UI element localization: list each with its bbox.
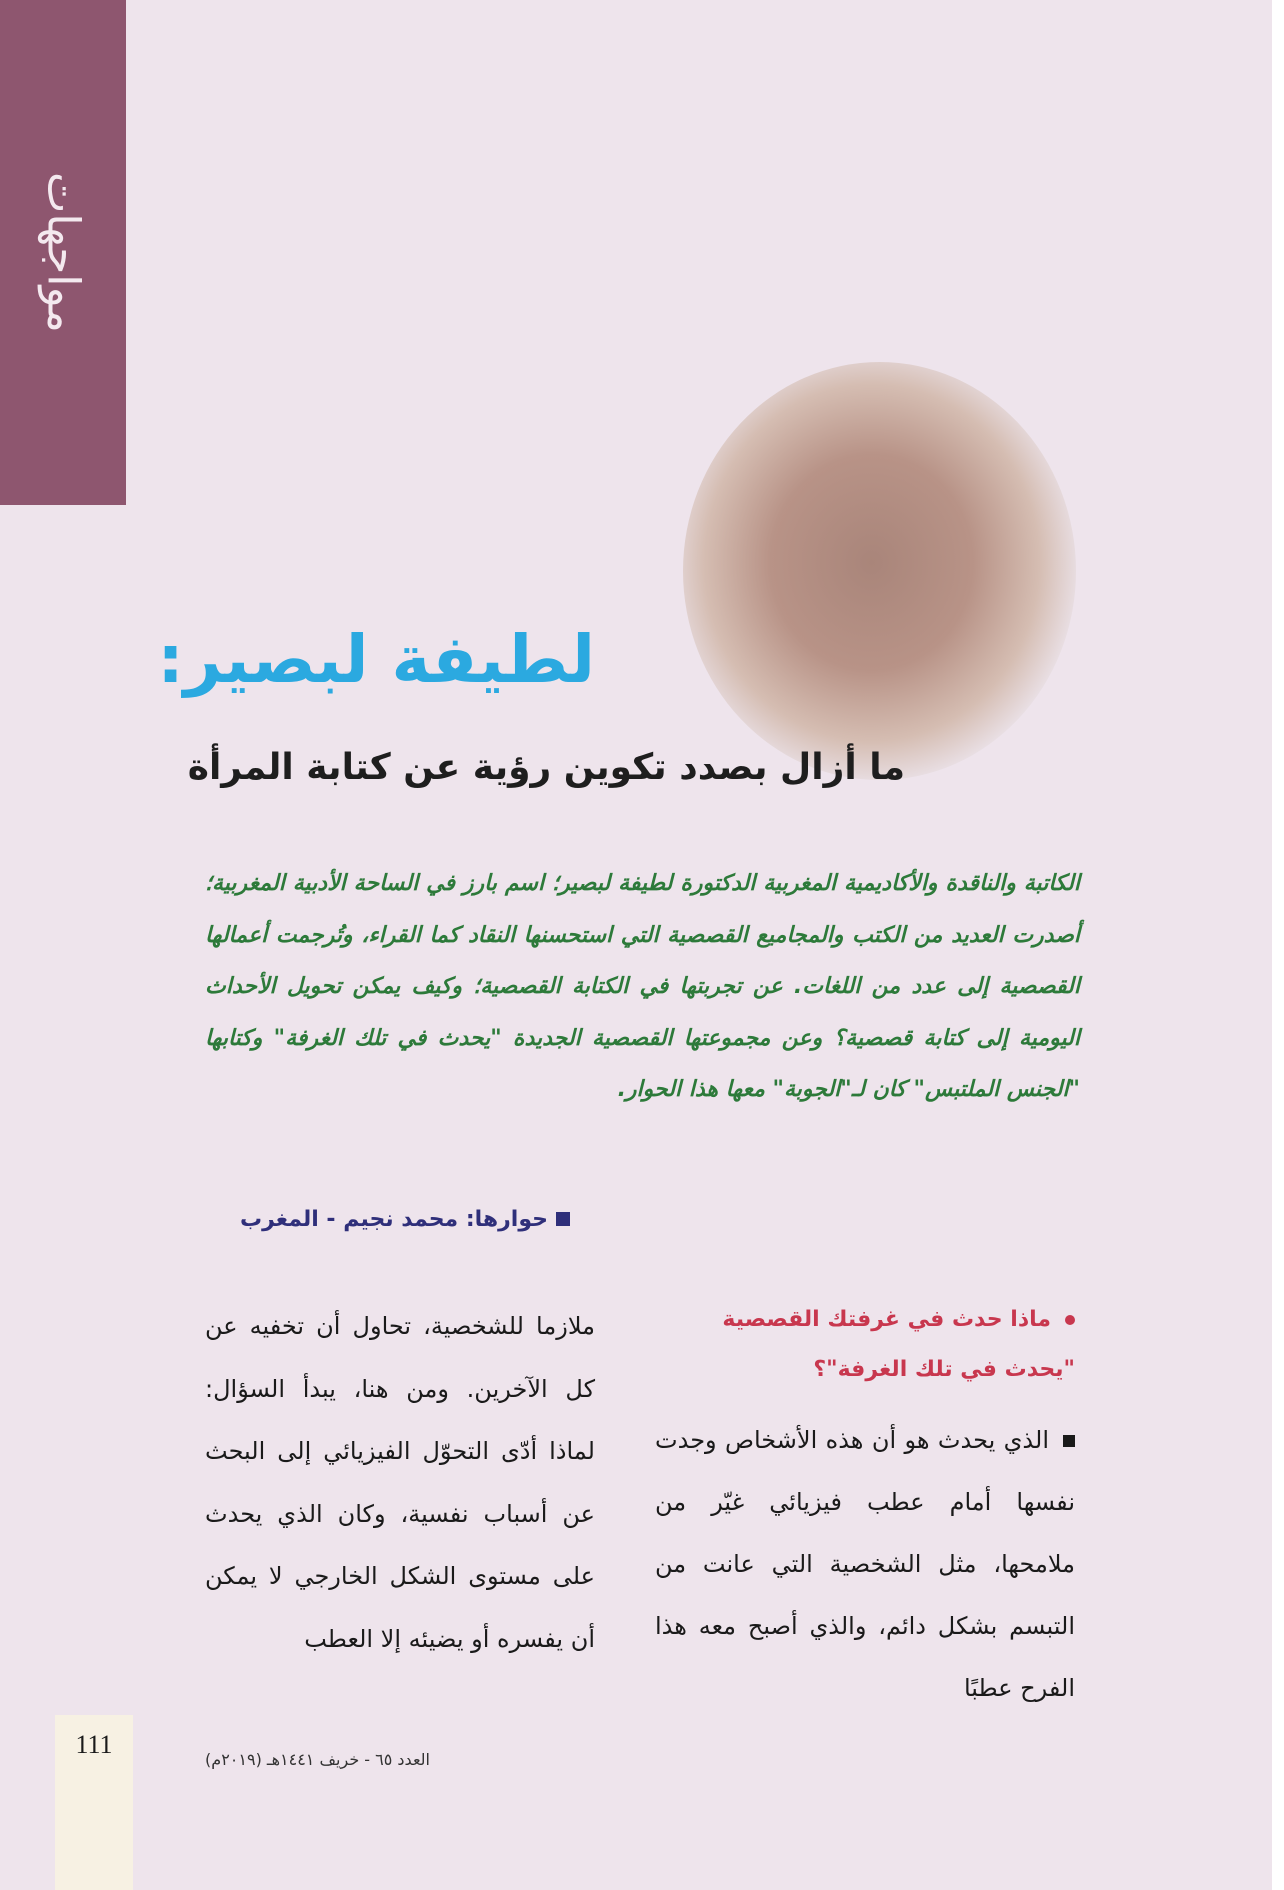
- interview-answer: [655, 1409, 1075, 1719]
- author-portrait: [683, 362, 1076, 780]
- page-edge: [1272, 0, 1284, 1890]
- page-number: 111: [75, 1730, 113, 1759]
- square-bullet-icon: [556, 1212, 570, 1226]
- byline-text: حوارها: محمد نجيم - المغرب: [240, 1207, 548, 1232]
- section-label: مواجهات: [37, 172, 89, 333]
- byline: [205, 1200, 570, 1240]
- intro-paragraph: الكاتبة والناقدة والأكاديمية المغربية الدكتورة لطيفة لبصير؛ اسم بارز في الساحة الأدبية المغربية؛ أصدرت العديد من الكتب والمجاميع القصصية التي استحسنها النقاد كما القراء، وتُرجمت أعمالها القصصية إلى عدد من اللغات. عن تجربتها في الكتابة القصصية؛ وكيف يمكن تحويل الأحداث اليومية إلى كتابة قصصية؟ وعن مجموعتها القصصية الجديدة "يحدث في تلك الغرفة" وكتابها "الجنس الملتبس" كان لـ"الجوبة" معها هذا الحوار.: [205, 871, 1080, 1102]
- answer-text-right: الذي يحدث هو أن هذه الأشخاص وجدت نفسها أمام عطب فيزيائي غيّر من ملامحها، مثل الشخصية التي عانت من التبسم بشكل دائم، والذي أصبح معه هذا الفرح عطبًا: [655, 1426, 1075, 1702]
- article-title: لطيفة لبصير:: [157, 621, 595, 698]
- square-bullet-icon: [1063, 1435, 1075, 1447]
- question-text: ماذا حدث في غرفتك القصصية "يحدث في تلك الغرفة"؟: [722, 1307, 1075, 1382]
- bullet-dot-icon: [1065, 1315, 1075, 1325]
- section-tab: [0, 0, 126, 505]
- right-column: [655, 1295, 1075, 1725]
- answer-text-left: ملازما للشخصية، تحاول أن تخفيه عن كل الآخرين. ومن هنا، يبدأ السؤال: لماذا أدّى التحوّل الفيزيائي إلى البحث عن أسباب نفسية، وكان الذي يحدث على مستوى الشكل الخارجي لا يمكن أن يفسره أو يضيئه إلا العطب: [205, 1312, 595, 1653]
- interview-question: [655, 1295, 1075, 1395]
- issue-info: العدد ٦٥ - خريف ١٤٤١هـ (٢٠١٩م): [205, 1750, 430, 1769]
- article-subtitle: ما أزال بصدد تكوين رؤية عن كتابة المرأة: [187, 747, 905, 788]
